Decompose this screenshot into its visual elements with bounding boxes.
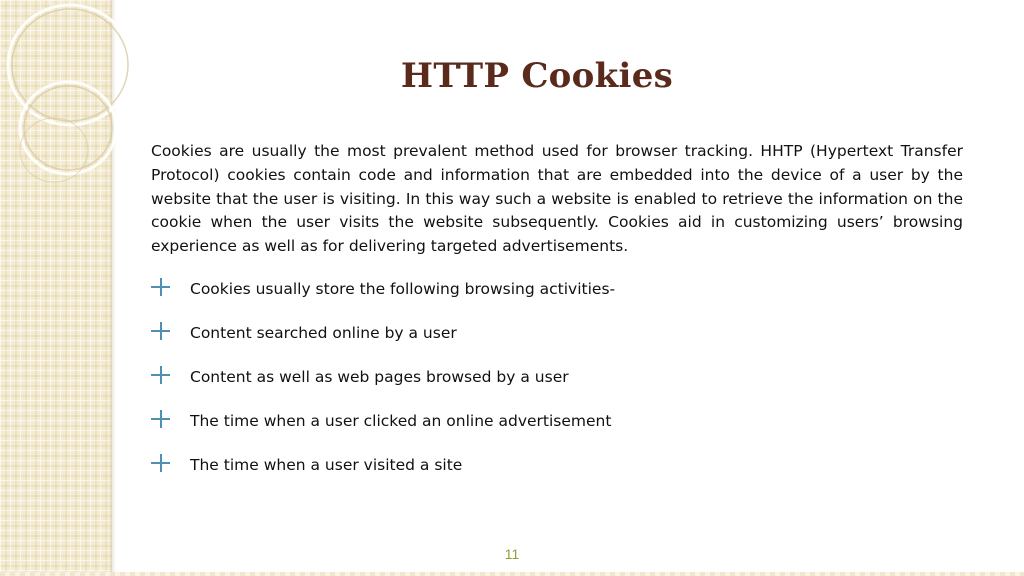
list-item — [151, 322, 963, 366]
plus-icon — [151, 366, 173, 388]
list-item — [151, 278, 963, 322]
bullet-text: Content as well as web pages browsed by a user — [190, 368, 569, 386]
page-number: 11 — [504, 546, 520, 562]
bullet-list — [151, 278, 963, 498]
intro-paragraph: Cookies are usually the most prevalent method used for browser tracking. HHTP (Hypertext Transfer Protocol) cookies contain code and information that are embedded into the device of a user by the website that the user is visiting. In this way such a website is enabled to retrieve the information on the cookie when the user visits the website subsequently. Cookies aid in customizing users’ browsing experience as well as for delivering targeted advertisements. — [151, 142, 963, 256]
plus-icon — [151, 410, 173, 432]
slide-title: HTTP Cookies — [400, 56, 674, 96]
plus-icon — [151, 322, 173, 344]
bullet-text: The time when a user visited a site — [190, 456, 463, 474]
bullet-text: Cookies usually store the following browsing activities- — [190, 280, 616, 298]
list-item — [151, 366, 963, 410]
bullet-text: Content searched online by a user — [190, 324, 457, 342]
plus-icon — [151, 278, 173, 300]
bottom-decorative-strip — [0, 572, 1024, 576]
list-item — [151, 410, 963, 454]
bullet-text: The time when a user clicked an online advertisement — [190, 412, 612, 430]
list-item — [151, 454, 963, 498]
decorative-rings — [0, 0, 140, 200]
plus-icon — [151, 454, 173, 476]
